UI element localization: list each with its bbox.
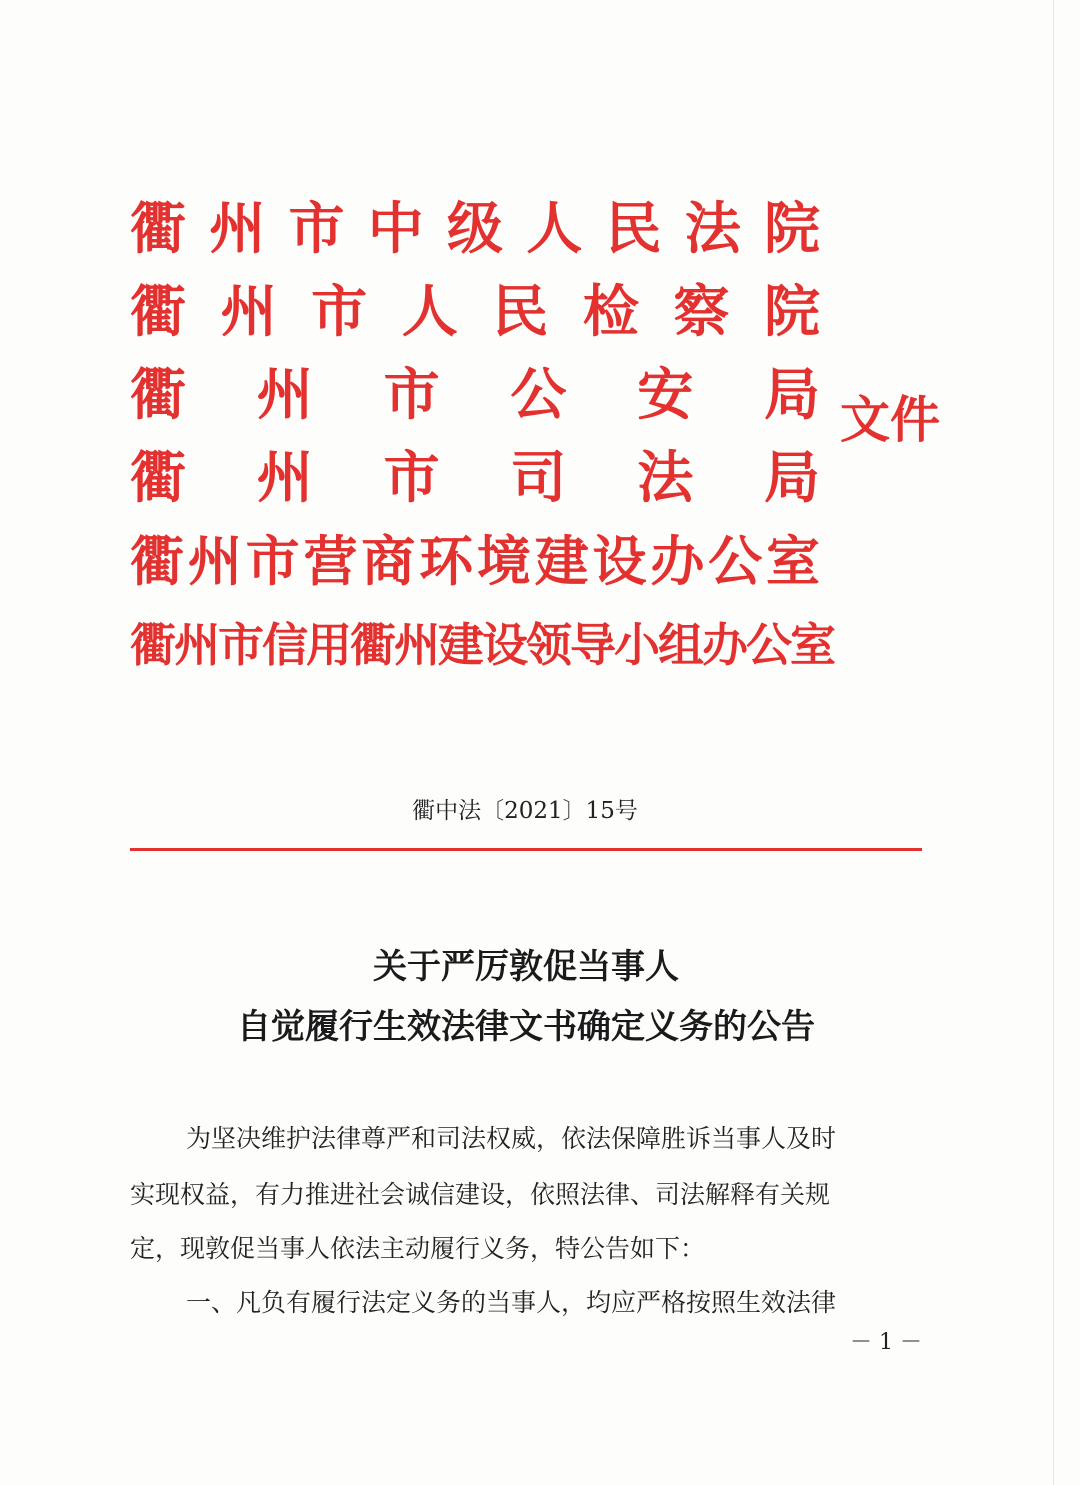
org-char: 营: [303, 529, 358, 593]
org-char: 衢: [130, 279, 186, 345]
org-char: 民: [605, 196, 662, 262]
org-char: 办: [650, 529, 705, 593]
org-line-4: [130, 437, 820, 520]
org-char: 法: [684, 196, 741, 262]
org-char: 公: [708, 529, 763, 593]
org-line-2: [130, 271, 820, 354]
org-char: 中: [367, 196, 424, 262]
org-char: 设: [482, 617, 526, 672]
org-char: 衢: [130, 362, 186, 428]
org-line-3: [130, 354, 820, 437]
document-number: 衢中法〔2021〕15号: [412, 798, 638, 824]
org-char: 公: [746, 617, 790, 672]
org-char: 市: [288, 196, 345, 262]
org-char: 市: [218, 617, 262, 672]
org-char: 司: [510, 445, 567, 511]
org-char: 信: [262, 617, 306, 672]
org-char: 衢: [130, 529, 184, 593]
org-char: 导: [570, 617, 614, 672]
org-char: 级: [447, 196, 503, 262]
org-char: 市: [245, 529, 300, 593]
org-line-1: [130, 188, 820, 271]
org-char: 建: [534, 529, 589, 593]
org-char: 用: [306, 617, 350, 672]
org-char: 人: [401, 279, 458, 345]
org-char: 局: [763, 445, 820, 511]
document-title-line-2: 自觉履行生效法律文书确定义务的公告: [237, 1007, 815, 1047]
org-char: 检: [582, 279, 639, 345]
org-char: 办: [702, 617, 746, 672]
file-mark: 文件: [840, 391, 940, 449]
org-char: 局: [763, 362, 820, 428]
org-char: 州: [174, 617, 218, 672]
org-char: 市: [383, 445, 440, 511]
body-line-1: 为坚决维护法律尊严和司法权威，依法保障胜诉当事人及时: [186, 1124, 837, 1153]
org-char: 州: [209, 196, 266, 262]
org-char: 州: [220, 279, 277, 345]
org-char: 衢: [350, 617, 394, 672]
org-char: 小: [614, 617, 658, 672]
org-char: 设: [592, 529, 647, 593]
org-char: 察: [673, 279, 730, 345]
org-char: 室: [765, 529, 820, 593]
org-char: 衢: [130, 445, 186, 511]
org-char: 公: [510, 362, 567, 428]
org-char: 环: [419, 529, 474, 593]
document-title-line-1: 关于严厉敦促当事人: [373, 947, 679, 987]
org-char: 安: [637, 362, 694, 428]
org-char: 组: [658, 617, 702, 672]
org-line-5: [130, 520, 820, 603]
org-char: 院: [763, 279, 820, 345]
org-line-6: [130, 603, 834, 686]
org-char: 民: [492, 279, 549, 345]
body-line-2: 实现权益，有力推进社会诚信建设，依照法律、司法解释有关规: [130, 1180, 831, 1209]
red-divider: [130, 848, 922, 851]
org-char: 室: [790, 617, 834, 672]
org-char: 院: [764, 196, 820, 262]
org-char: 商: [361, 529, 416, 593]
org-char: 市: [383, 362, 440, 428]
page-number: － 1 －: [850, 1330, 922, 1355]
org-char: 人: [526, 196, 583, 262]
org-char: 法: [637, 445, 694, 511]
org-char: 州: [256, 362, 313, 428]
org-char: 领: [526, 617, 570, 672]
org-char: 境: [476, 529, 531, 593]
org-char: 州: [256, 445, 313, 511]
org-char: 州: [394, 617, 438, 672]
org-char: 建: [438, 617, 482, 672]
org-char: 衢: [130, 617, 174, 672]
page-edge-line: [1053, 0, 1054, 1485]
body-line-3: 定，现敦促当事人依法主动履行义务，特公告如下：: [130, 1234, 706, 1263]
body-line-4: 一、凡负有履行法定义务的当事人，均应严格按照生效法律: [186, 1288, 837, 1317]
org-char: 衢: [130, 196, 186, 262]
org-char: 州: [187, 529, 242, 593]
org-char: 市: [311, 279, 368, 345]
issuing-organizations: [130, 188, 834, 686]
